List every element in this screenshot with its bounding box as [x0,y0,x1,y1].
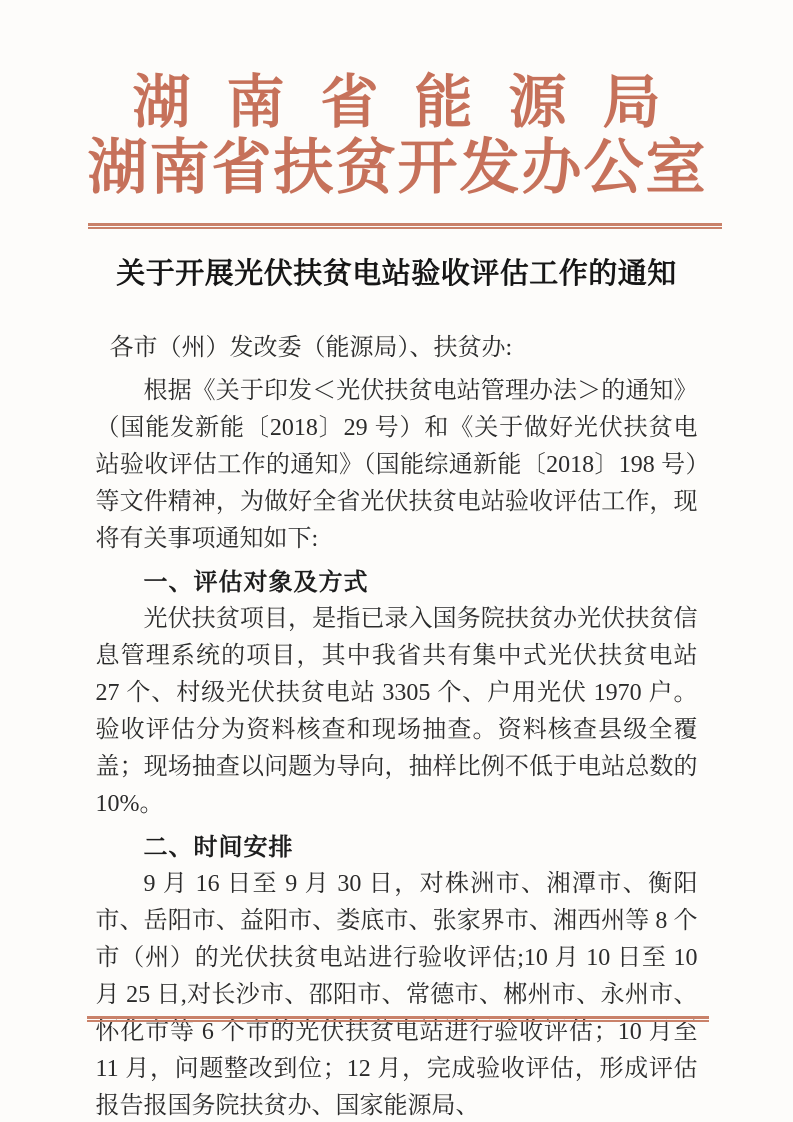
agency-name-line1: 湖南省能源局 [132,70,697,135]
section-heading-1: 一、评估对象及方式 [143,569,369,596]
letterhead-divider [88,223,722,229]
section-heading-2: 二、时间安排 [143,834,294,861]
paragraph-basis: 根据《关于印发＜光伏扶贫电站管理办法＞的通知》（国能发新能〔2018〕29 号）和《关于做好光伏扶贫电站验收评估工作的通知》（国能综通新能〔2018〕198 号）等文件精神，为做好全省光伏扶贫电站验收评估工作，现将有关事项通知如下: [95,378,698,552]
document-title: 关于开展光伏扶贫电站验收评估工作的通知 [116,258,677,290]
document-body [96,330,698,1122]
paragraph-schedule: 9 月 16 日至 9 月 30 日，对株洲市、湘潭市、衡阳市、岳阳市、益阳市、娄底市、张家界市、湘西州等 8 个市（州）的光伏扶贫电站进行验收评估;10 月 10 日至 10 月 25 日,对长沙市、邵阳市、常德市、郴州市、永州市、怀化市等 6 个市的光伏扶贫电站进行验收评估；10 月至 11 月，问题整改到位；12 月，完成验收评估，形成评估报告报国务院扶贫办、国家能源局、 [95,871,698,1119]
salutation: 各市（州）发改委（能源局）、扶贫办: [109,335,513,361]
paragraph-scope: 光伏扶贫项目，是指已录入国务院扶贫办光伏扶贫信息管理系统的项目，其中我省共有集中式光伏扶贫电站 27 个、村级光伏扶贫电站 3305 个、户用光伏 1970 户。验收评估分为资料核查和现场抽查。资料核查县级全覆盖；现场抽查以问题为导向，抽样比例不低于电站总数的 10%。 [95,606,698,817]
page-bottom-divider [87,1016,709,1022]
agency-name-line2: 湖南省扶贫开发办公室 [87,135,708,201]
